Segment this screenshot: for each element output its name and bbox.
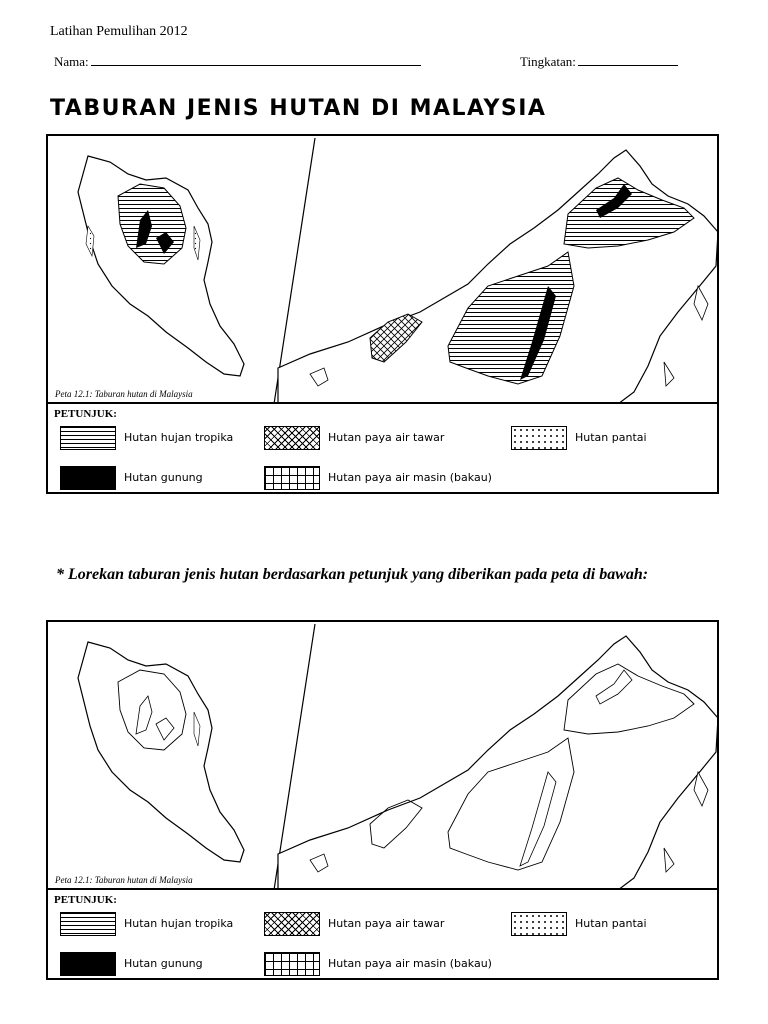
swatch-hutan-paya-air-tawar-2 [264,912,320,936]
legend-label-tawar: Hutan paya air tawar [328,431,445,444]
legend-label-gunung: Hutan gunung [124,471,203,484]
instruction-text: * Lorekan taburan jenis hutan berdasarkan petunjuk yang diberikan pada peta di bawah: [56,566,649,583]
swatch-hutan-gunung [60,466,116,490]
legend-label-pantai: Hutan pantai [575,431,647,444]
legend-label-gunung-2: Hutan gunung [124,957,203,970]
legend-label-tawar-2: Hutan paya air tawar [328,917,445,930]
map-blank[interactable] [46,620,719,890]
legend-label-bakau: Hutan paya air masin (bakau) [328,471,492,484]
map-filled [46,134,719,404]
swatch-hutan-pantai [511,426,567,450]
malaysia-map-filled [48,136,719,404]
form-label: Tingkatan: [520,54,576,69]
legend-label-tropika: Hutan hujan tropika [124,431,234,444]
legend-blank [46,890,719,980]
legend-label-bakau-2: Hutan paya air masin (bakau) [328,957,492,970]
page-title: TABURAN JENIS HUTAN DI MALAYSIA [50,96,547,121]
malaysia-map-blank[interactable] [48,622,719,890]
map-caption: Peta 12.1: Taburan hutan di Malaysia [55,389,193,399]
swatch-hutan-gunung-2 [60,952,116,976]
swatch-hutan-paya-air-tawar [264,426,320,450]
legend-heading-2: PETUNJUK: [54,894,117,906]
name-line[interactable] [91,53,421,66]
name-label: Nama: [54,54,89,69]
legend-heading: PETUNJUK: [54,408,117,420]
form-field[interactable] [520,53,678,70]
name-field[interactable] [54,53,421,70]
swatch-hutan-paya-air-masin [264,466,320,490]
legend-label-tropika-2: Hutan hujan tropika [124,917,234,930]
legend-filled [46,404,719,494]
swatch-hutan-paya-air-masin-2 [264,952,320,976]
swatch-hutan-hujan-tropika [60,426,116,450]
swatch-hutan-hujan-tropika-2 [60,912,116,936]
form-line[interactable] [578,53,678,66]
map-caption-blank: Peta 12.1: Taburan hutan di Malaysia [55,875,193,885]
legend-label-pantai-2: Hutan pantai [575,917,647,930]
swatch-hutan-pantai-2 [511,912,567,936]
course-title: Latihan Pemulihan 2012 [50,24,188,39]
